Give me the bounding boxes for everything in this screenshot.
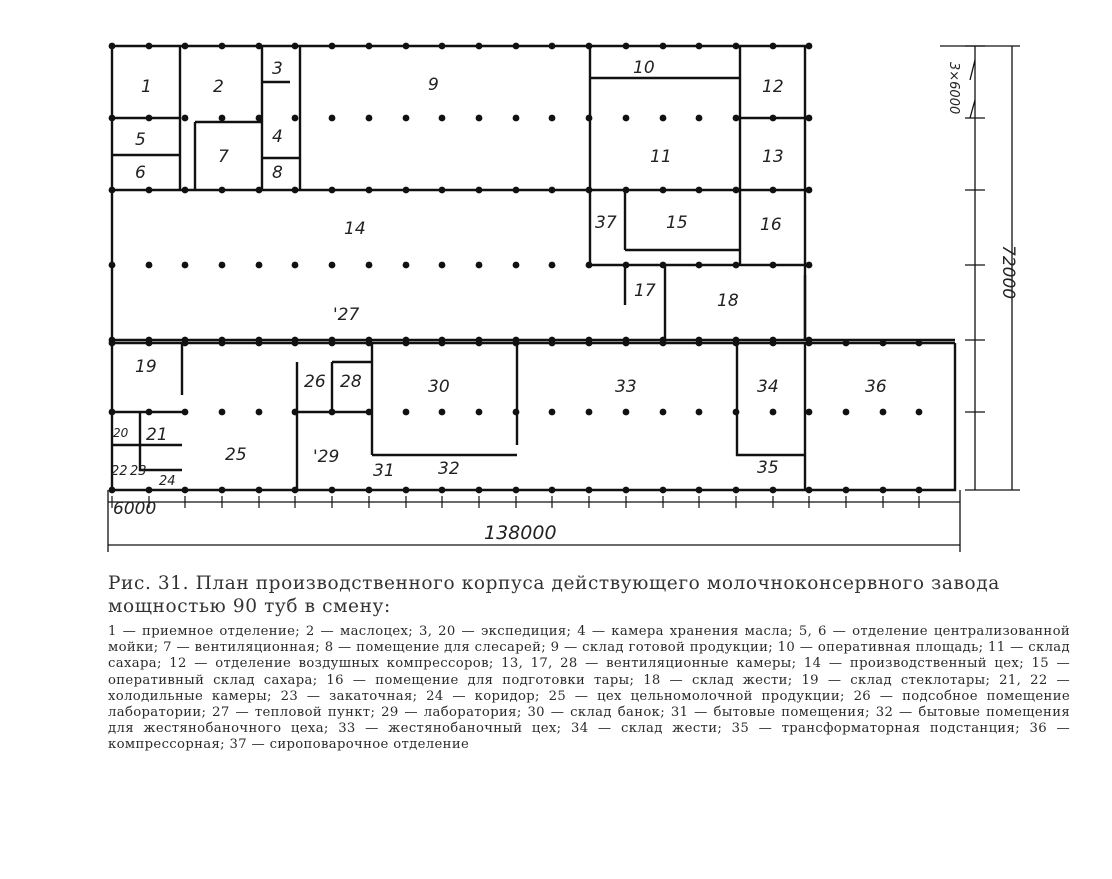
column-grid xyxy=(109,43,923,494)
room-31-label: 31 xyxy=(373,461,395,481)
room-37-label: 37 xyxy=(595,213,617,233)
room-5-label: 5 xyxy=(135,130,146,150)
column-dot xyxy=(292,262,299,269)
column-dot xyxy=(770,409,777,416)
column-dot xyxy=(182,115,189,122)
room-11-label: 11 xyxy=(650,147,672,167)
room-18-label: 18 xyxy=(717,291,739,311)
column-dot xyxy=(660,115,667,122)
room-10-label: 10 xyxy=(633,58,655,78)
room-12-label: 12 xyxy=(762,77,784,97)
bay-dimension: 6000 xyxy=(113,499,157,519)
room-8-label: 8 xyxy=(272,163,283,183)
column-dot xyxy=(513,262,520,269)
room-21-label: 21 xyxy=(146,425,168,445)
column-dot xyxy=(476,262,483,269)
room-20-label: 20 xyxy=(113,426,129,440)
column-dot xyxy=(806,115,813,122)
column-dot xyxy=(880,409,887,416)
room-7-label: 7 xyxy=(218,147,229,167)
room-33-label: 33 xyxy=(615,377,637,397)
column-dot xyxy=(623,409,630,416)
column-dot xyxy=(329,262,336,269)
column-dot xyxy=(146,262,153,269)
room-27-label: '27 xyxy=(333,305,360,325)
column-dot xyxy=(219,115,226,122)
column-dot xyxy=(182,262,189,269)
column-dot xyxy=(329,115,336,122)
room-28-label: 28 xyxy=(340,372,362,392)
room-30-label: 30 xyxy=(428,377,450,397)
room-34-label: 34 xyxy=(757,377,779,397)
room-6-label: 6 xyxy=(135,163,146,183)
room-29-label: '29 xyxy=(313,447,340,467)
room-32-label: 32 xyxy=(438,459,460,479)
room-26-label: 26 xyxy=(304,372,326,392)
room-24-label: 24 xyxy=(159,474,176,489)
room-15-label: 15 xyxy=(666,213,688,233)
room-4-label: 4 xyxy=(272,127,283,147)
column-dot xyxy=(256,262,263,269)
room-9-label: 9 xyxy=(428,75,439,95)
room-23-label: 23 xyxy=(130,464,147,479)
column-dot xyxy=(549,409,556,416)
column-dot xyxy=(696,409,703,416)
walls xyxy=(112,46,955,490)
column-dot xyxy=(476,115,483,122)
column-dot xyxy=(843,409,850,416)
column-dot xyxy=(439,409,446,416)
column-dot xyxy=(403,115,410,122)
column-dot xyxy=(806,262,813,269)
height-dimension: 72000 xyxy=(998,245,1018,300)
column-dot xyxy=(586,409,593,416)
column-dot xyxy=(733,115,740,122)
column-dot xyxy=(366,262,373,269)
column-dot xyxy=(292,115,299,122)
column-dot xyxy=(403,262,410,269)
room-14-label: 14 xyxy=(344,219,366,239)
room-1-label: 1 xyxy=(141,77,152,97)
room-36-label: 36 xyxy=(865,377,887,397)
room-13-label: 13 xyxy=(762,147,784,167)
column-dot xyxy=(403,409,410,416)
column-dot xyxy=(806,409,813,416)
column-dot xyxy=(256,409,263,416)
column-dot xyxy=(806,43,813,50)
column-dot xyxy=(219,262,226,269)
figure-legend: 1 — приемное отделение; 2 — маслоцех; 3, 20 — экспедиция; 4 — камера хранения масла; 5, 6 — отделение централизованной мойки; 7 — вентиляционная; 8 — помещение для слесарей; 9 — склад готовой продукции; 10 — оперативная площадь; 11 — склад сахара; 12 — отделение воздушных компрессоров; 13, 17, 28 — вентиляционные камеры; 14 — производственный цех; 15 — оперативный склад сахара; 16 — помещение для подготовки тары; 18 — склад жести; 19 — склад стеклотары; 21, 22 — холодильные камеры; 23 — закаточная; 24 — коридор; 25 — цех цельномолочной продукции; 26 — подсобное помещение лаборатории; 27 — тепловой пункт; 29 — лаборатория; 30 — склад банок; 31 — бытовые помещения; 32 — бытовые помещения для жестянобаночного цеха; 33 — жестянобаночный цех; 34 — склад жести; 35 — трансформаторная подстанция; 36 — компрессорная; 37 — сироповарочное отделение xyxy=(108,624,1070,753)
room-3-label: 3 xyxy=(272,59,283,79)
column-dot xyxy=(549,115,556,122)
room-35-label: 35 xyxy=(757,458,779,478)
column-dot xyxy=(439,115,446,122)
total-length-dimension: 138000 xyxy=(484,522,557,544)
column-dot xyxy=(549,262,556,269)
column-dot xyxy=(916,409,923,416)
column-dot xyxy=(623,115,630,122)
column-dot xyxy=(476,409,483,416)
column-dot xyxy=(182,409,189,416)
room-17-label: 17 xyxy=(634,281,656,301)
room-25-label: 25 xyxy=(225,445,247,465)
top-right-dimension: 3×6000 xyxy=(946,62,961,115)
room-19-label: 19 xyxy=(135,357,157,377)
room-16-label: 16 xyxy=(760,215,782,235)
column-dot xyxy=(660,409,667,416)
column-dot xyxy=(439,262,446,269)
figure-caption: Рис. 31. План производственного корпуса действующего молочноконсервного завода мощностью 90 туб в смену: xyxy=(108,573,1000,617)
column-dot xyxy=(806,187,813,194)
column-dot xyxy=(696,115,703,122)
room-22-label: 22 xyxy=(111,464,128,479)
column-dot xyxy=(366,115,373,122)
room-2-label: 2 xyxy=(213,77,224,97)
column-dot xyxy=(219,409,226,416)
column-dot xyxy=(513,115,520,122)
